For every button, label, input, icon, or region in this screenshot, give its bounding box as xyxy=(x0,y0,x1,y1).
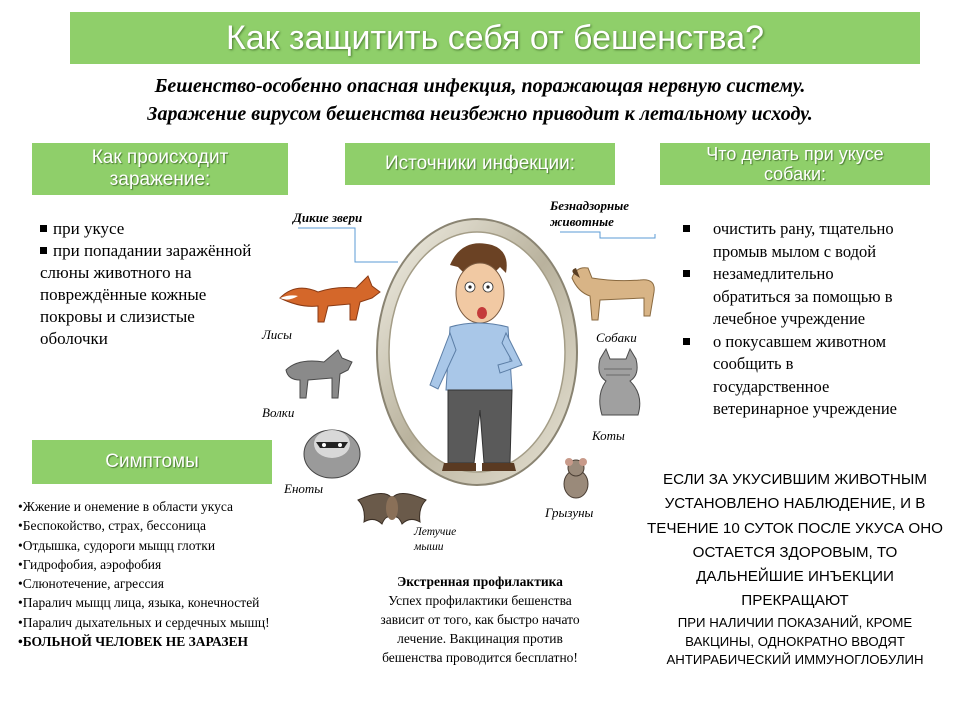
prophylaxis-line: бешенства проводится бесплатно! xyxy=(382,650,578,665)
raccoon-icon xyxy=(298,414,368,484)
foxes-label: Лисы xyxy=(262,327,292,342)
mirror-illustration xyxy=(372,215,582,490)
immunoglobulin-note: ПРИ НАЛИЧИИ ПОКАЗАНИЙ, КРОМЕ ВАКЦИНЫ, ОДНОКРАТНО ВВОДЯТ АНТИРАБИЧЕСКИЙ ИММУНОГЛОБУЛИН xyxy=(666,615,924,667)
rodent-icon xyxy=(556,456,596,502)
prophylaxis-block xyxy=(350,572,610,667)
heading-line: Как происходит xyxy=(91,147,229,168)
list-item-continuation: повреждённые кожные xyxy=(40,285,207,304)
prophylaxis-line: лечение. Вакцинация против xyxy=(397,631,563,646)
prophylaxis-line: зависит от того, как быстро начато xyxy=(380,612,580,627)
dogs-label: Собаки xyxy=(596,330,637,345)
list-item: о покусавшем животном сообщить в государственное ветеринарное учреждение xyxy=(683,331,948,421)
dog-icon xyxy=(566,256,662,328)
heading-line: заражение: xyxy=(109,169,211,190)
symptom-item: •Слюнотечение, агрессия xyxy=(18,576,164,592)
symptom-item: •Беспокойство, страх, бессоница xyxy=(18,518,207,534)
symptom-item: •Жжение и онемение в области укуса xyxy=(18,499,233,514)
heading-line: Что делать при укусе xyxy=(706,144,884,164)
symptom-item: •БОЛЬНОЙ ЧЕЛОВЕК НЕ ЗАРАЗЕН xyxy=(18,634,249,650)
wolf-icon xyxy=(278,340,360,402)
symptom-item: •Отдышка, судороги мыщц глотки xyxy=(18,537,216,553)
list-item: очистить рану, тщательно промыв мылом с водой xyxy=(683,218,948,263)
rodents-label: Грызуны xyxy=(545,505,594,520)
observation-note: ЕСЛИ ЗА УКУСИВШИМ ЖИВОТНЫМ УСТАНОВЛЕНО НАБЛЮДЕНИЕ, И В ТЕЧЕНИЕ 10 СУТОК ПОСЛЕ УКУСА ОНО ОСТАЕТСЯ ЗДОРОВЫМ, ТО ДАЛЬНЕЙШИЕ ИНЪЕКЦИИ ПРЕКРАЩАЮТ xyxy=(647,471,943,610)
symptom-item: •Паралич мыщц лица, языка, конечностей xyxy=(18,595,260,611)
prophylaxis-line: Успех профилактики бешенства xyxy=(388,593,572,608)
intro-line: Заражение вирусом бешенства неизбежно приводит к летальному исходу. xyxy=(147,103,813,125)
list-item: при укусе xyxy=(40,218,285,240)
symptom-item: •Паралич дыхательных и сердечных мышц! xyxy=(18,614,270,630)
heading-line: собаки: xyxy=(763,164,827,184)
list-item: незамедлительно обратиться за помощью в лечебное учреждение xyxy=(683,263,948,331)
stray-animals-label: Безнадзорные животные xyxy=(550,198,630,229)
bats-label: Летучие мыши xyxy=(414,526,457,553)
symptom-item: •Гидрофобия, аэрофобия xyxy=(18,556,162,572)
wild-animals-label: Дикие звери xyxy=(293,210,363,225)
wolves-label: Волки xyxy=(262,405,295,420)
list-item-continuation: слюны животного на xyxy=(40,263,192,282)
symptoms-heading: Симптомы xyxy=(32,440,272,484)
intro-line: Бешенство-особенно опасная инфекция, поражающая нервную систему. xyxy=(154,75,806,97)
sources-heading: Источники инфекции: xyxy=(345,143,615,185)
page-title: Как защитить себя от бешенства? xyxy=(70,12,920,64)
list-item-continuation: оболочки xyxy=(40,329,108,348)
cat-icon xyxy=(588,345,652,419)
fox-icon xyxy=(276,258,386,328)
raccoons-label: Еноты xyxy=(284,481,324,496)
list-item: при попадании заражённой xyxy=(40,240,285,262)
list-item-continuation: покровы и слизистые xyxy=(40,307,195,326)
prophylaxis-heading: Экстренная профилактика xyxy=(397,574,563,589)
cats-label: Коты xyxy=(592,428,625,443)
